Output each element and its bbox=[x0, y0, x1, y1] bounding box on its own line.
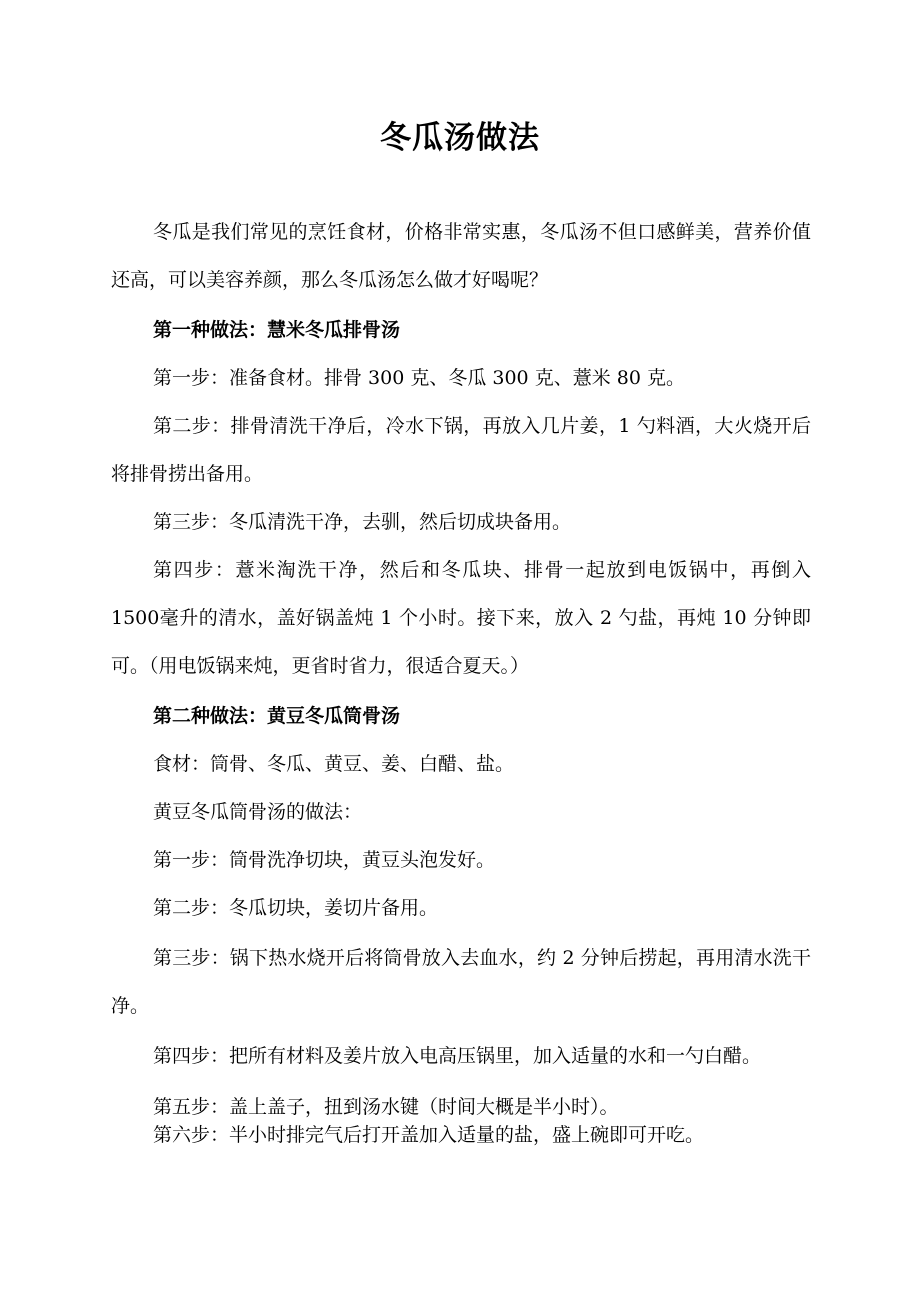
method1-step2: 第二步：排骨清洗干净后，冷水下锅，再放入几片姜，1 勺料酒，大火烧开后将排骨捞出备用。 bbox=[111, 415, 811, 485]
method2-step6: 第六步：半小时排完气后打开盖加入适量的盐，盛上碗即可开吃。 bbox=[153, 1124, 705, 1146]
method1-step4: 第四步：薏米淘洗干净，然后和冬瓜块、排骨一起放到电饭锅中，再倒入 1500毫升的清水，盖好锅盖炖 1 个小时。接下来，放入 2 勺盐，再炖 10 分钟即可。（用电饭锅来炖，更省时省力，很适合夏天。） bbox=[111, 559, 811, 677]
method1-step1: 第一步：准备食材。排骨 300 克、冬瓜 300 克、薏米 80 克。 bbox=[153, 367, 685, 389]
method2-step2: 第二步：冬瓜切块，姜切片备用。 bbox=[153, 897, 439, 919]
method2-heading: 第二种做法：黄豆冬瓜筒骨汤 bbox=[153, 705, 401, 727]
intro-paragraph: 冬瓜是我们常见的烹饪食材，价格非常实惠，冬瓜汤不但口感鲜美，营养价值还高，可以美容养颜，那么冬瓜汤怎么做才好喝呢？ bbox=[111, 221, 811, 291]
method1-heading: 第一种做法：慧米冬瓜排骨汤 bbox=[153, 319, 401, 341]
method2-step1: 第一步：筒骨洗净切块，黄豆头泡发好。 bbox=[153, 849, 496, 871]
document-title: 冬瓜汤做法 bbox=[380, 120, 540, 156]
method2-step5: 第五步：盖上盖子，扭到汤水键（时间大概是半小时）。 bbox=[153, 1096, 619, 1118]
method2-ingredients: 食材：筒骨、冬瓜、黄豆、姜、白醋、盐。 bbox=[153, 753, 515, 775]
method2-subheading: 黄豆冬瓜筒骨汤的做法： bbox=[153, 801, 363, 823]
method1-step3: 第三步：冬瓜清洗干净，去驯，然后切成块备用。 bbox=[153, 511, 572, 533]
method2-step3: 第三步：锅下热水烧开后将筒骨放入去血水，约 2 分钟后捞起，再用清水洗干净。 bbox=[111, 947, 811, 1017]
method2-step4: 第四步：把所有材料及姜片放入电高压锅里，加入适量的水和一勺白醋。 bbox=[153, 1045, 762, 1067]
